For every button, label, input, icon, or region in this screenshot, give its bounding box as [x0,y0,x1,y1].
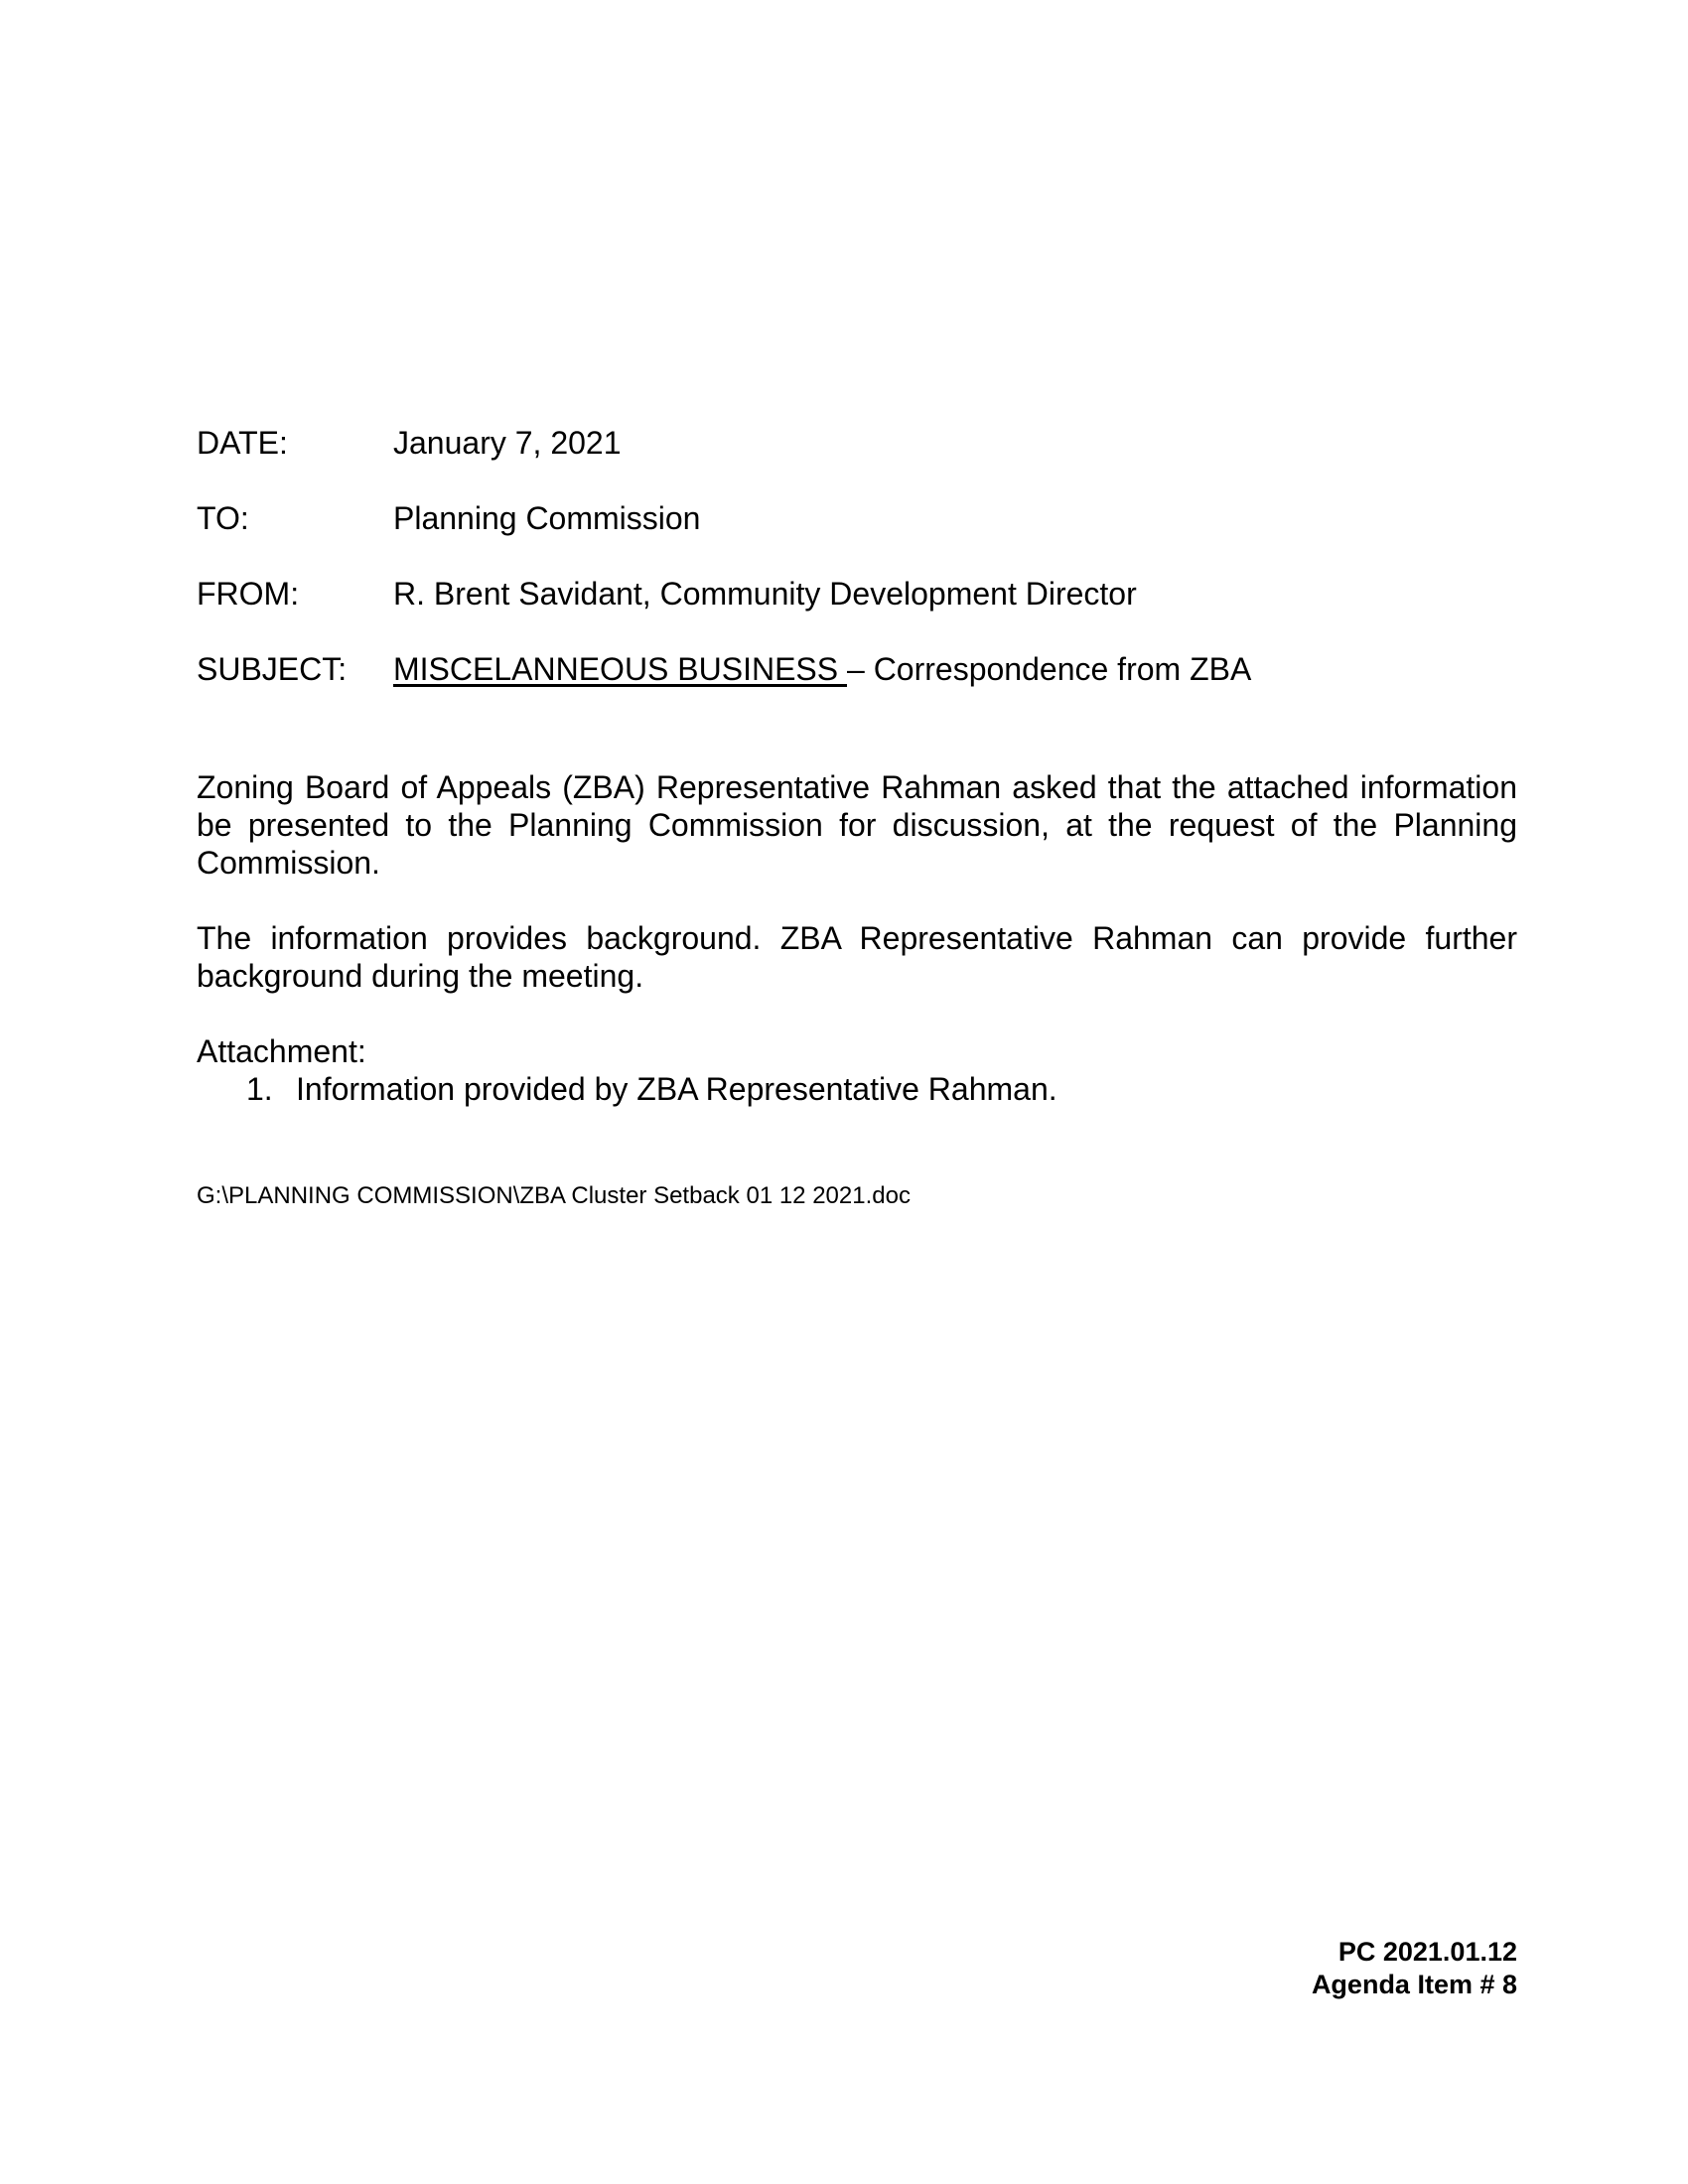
subject-rest: – Correspondence from ZBA [847,651,1252,687]
body-paragraph-1: Zoning Board of Appeals (ZBA) Representative Rahman asked that the attached information be presented to the Planning Commission for discussion, at the request of the Planning Commission. [197,769,1517,881]
file-path: G:\PLANNING COMMISSION\ZBA Cluster Setback 01 12 2021.doc [197,1182,911,1209]
subject-underlined: MISCELANNEOUS BUSINESS [393,651,847,687]
date-row [197,423,1517,498]
agenda-reference-line-1: PC 2021.01.12 [1337,1937,1517,1967]
body-paragraph-2: The information provides background. ZBA Representative Rahman can provide further background during the meeting. [197,920,1517,994]
subject-value [393,649,1251,689]
agenda-reference [1312,1936,1517,2001]
subject-label: SUBJECT: [197,651,348,687]
from-row [197,574,1517,649]
date-label: DATE: [197,425,288,461]
memo-header [197,423,1517,725]
subject-row [197,649,1517,725]
to-row [197,498,1517,574]
from-value: R. Brent Savidant, Community Development Director [393,576,1137,612]
date-value: January 7, 2021 [393,425,622,461]
list-item [197,1070,1517,1108]
from-label: FROM: [197,576,300,612]
attachment-item-number: 1. [246,1071,273,1107]
to-label: TO: [197,500,249,536]
attachment-heading: Attachment: [197,1033,366,1069]
to-value: Planning Commission [393,500,701,536]
attachment-section [197,1032,1517,1108]
attachment-item-text: Information provided by ZBA Representative Rahman. [296,1071,1057,1107]
agenda-reference-line-2: Agenda Item # 8 [1311,1970,1517,1999]
attachment-list [197,1070,1517,1108]
